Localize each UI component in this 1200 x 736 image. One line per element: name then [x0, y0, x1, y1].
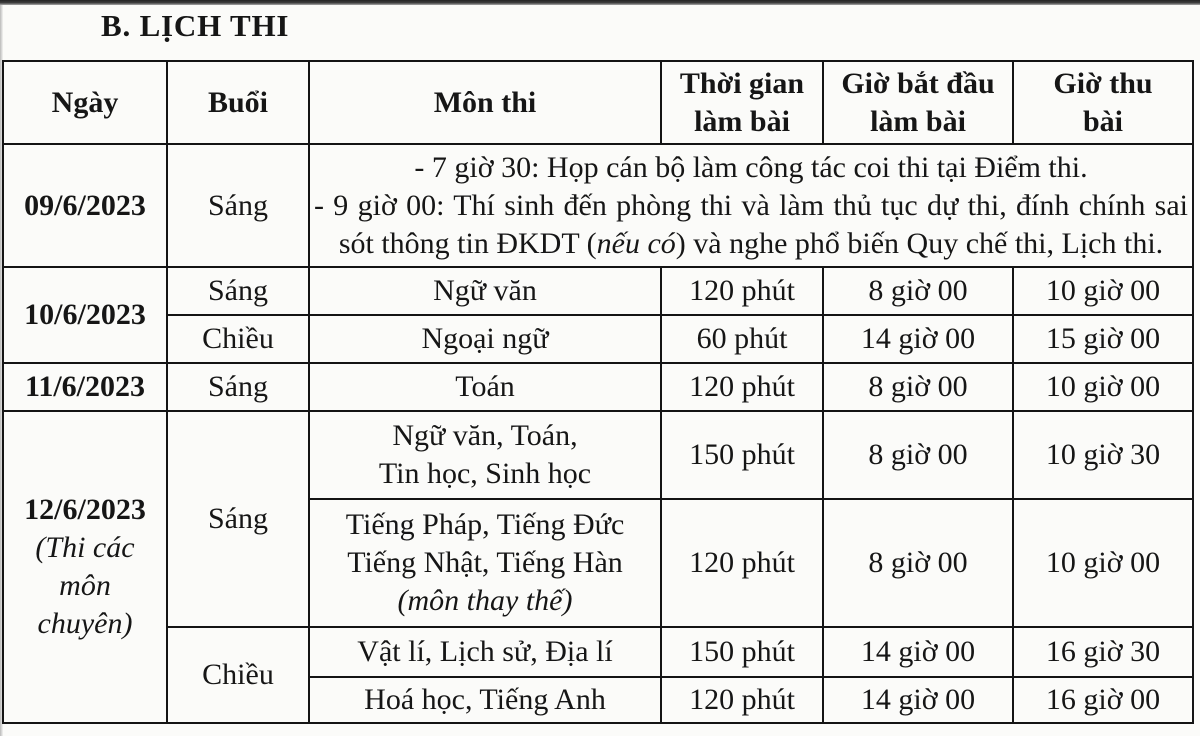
- subject-cell: Ngữ văn: [309, 267, 661, 315]
- table-row: [3, 363, 1193, 411]
- date-note-line: môn: [59, 569, 111, 602]
- start-time-cell: 8 giờ 00: [823, 363, 1013, 411]
- date-cell: [3, 411, 167, 723]
- subject-cell: [309, 499, 661, 627]
- start-time-cell: 8 giờ 00: [823, 411, 1013, 499]
- header-start-time: [823, 61, 1013, 144]
- session-cell: Sáng: [167, 267, 309, 315]
- subject-cell: [309, 411, 661, 499]
- start-time-cell: 8 giờ 00: [823, 499, 1013, 627]
- table-row: [3, 627, 1193, 677]
- session-cell: Chiều: [167, 627, 309, 723]
- note-text: sót thông tin ĐKDT (: [338, 226, 597, 260]
- session-cell: Sáng: [167, 363, 309, 411]
- header-end-time-line: Giờ thu: [1053, 66, 1153, 100]
- exam-schedule-table: [2, 60, 1194, 724]
- header-duration-line: Thời gian: [679, 66, 805, 100]
- start-time-cell: 14 giờ 00: [823, 627, 1013, 677]
- duration-cell: 120 phút: [661, 267, 823, 315]
- header-date: Ngày: [3, 61, 167, 144]
- date-note-line: chuyên): [37, 607, 133, 640]
- preparation-notes: [309, 144, 1193, 267]
- duration-cell: 120 phút: [661, 677, 823, 723]
- end-time-cell: 10 giờ 00: [1013, 267, 1193, 315]
- header-subject: Môn thi: [309, 61, 661, 144]
- date-cell: 11/6/2023: [3, 363, 167, 411]
- subject-note: (môn thay thế): [397, 584, 573, 617]
- header-start-time-line: Giờ bắt đầu: [841, 66, 995, 100]
- header-start-time-line: làm bài: [870, 104, 966, 138]
- subject-cell: Vật lí, Lịch sử, Địa lí: [309, 627, 661, 677]
- start-time-cell: 8 giờ 00: [823, 267, 1013, 315]
- note-italic-text: nếu có: [596, 226, 676, 260]
- header-duration-line: làm bài: [694, 104, 790, 138]
- date-note-line: (Thi các: [35, 531, 135, 564]
- duration-cell: 150 phút: [661, 627, 823, 677]
- subject-line: Tiếng Pháp, Tiếng Đức: [345, 508, 625, 541]
- table-row: [3, 315, 1193, 363]
- duration-cell: 150 phút: [661, 411, 823, 499]
- session-cell: Sáng: [167, 411, 309, 627]
- header-duration: [661, 61, 823, 144]
- session-cell: Chiều: [167, 315, 309, 363]
- end-time-cell: 10 giờ 30: [1013, 411, 1193, 499]
- section-title: B. LỊCH THI: [101, 8, 290, 43]
- table-row: [3, 144, 1193, 267]
- subject-line: Tin học, Sinh học: [378, 457, 592, 490]
- date-cell: 09/6/2023: [3, 144, 167, 267]
- subject-cell: Toán: [309, 363, 661, 411]
- note-item: - 7 giờ 30: Họp cán bộ làm công tác coi thi tại Điểm thi.: [414, 150, 1088, 184]
- header-row: [3, 61, 1193, 144]
- table-row: [3, 411, 1193, 499]
- duration-cell: 120 phút: [661, 363, 823, 411]
- subject-line: Tiếng Nhật, Tiếng Hàn: [347, 546, 623, 579]
- subject-cell: Hoá học, Tiếng Anh: [309, 677, 661, 723]
- end-time-cell: 10 giờ 00: [1013, 363, 1193, 411]
- duration-cell: 120 phút: [661, 499, 823, 627]
- end-time-cell: 16 giờ 30: [1013, 627, 1193, 677]
- header-end-time: [1013, 61, 1193, 144]
- scan-top-edge: [0, 0, 1200, 5]
- session-cell: Sáng: [167, 144, 309, 267]
- date-cell: 10/6/2023: [3, 267, 167, 363]
- end-time-cell: 15 giờ 00: [1013, 315, 1193, 363]
- start-time-cell: 14 giờ 00: [823, 677, 1013, 723]
- end-time-cell: 10 giờ 00: [1013, 499, 1193, 627]
- note-item-line: - 9 giờ 00: Thí sinh đến phòng thi và làm thủ tục dự thi, đính chính sai: [314, 188, 1188, 222]
- date-text: 12/6/2023: [24, 493, 146, 526]
- table-row: [3, 267, 1193, 315]
- subject-cell: Ngoại ngữ: [309, 315, 661, 363]
- subject-line: Ngữ văn, Toán,: [392, 419, 578, 452]
- header-end-time-line: bài: [1082, 104, 1124, 138]
- note-item-line: [314, 225, 1188, 263]
- start-time-cell: 14 giờ 00: [823, 315, 1013, 363]
- duration-cell: 60 phút: [661, 315, 823, 363]
- note-text: ) và nghe phổ biến Quy chế thi, Lịch thi.: [675, 226, 1164, 260]
- header-session: Buổi: [167, 61, 309, 144]
- end-time-cell: 16 giờ 00: [1013, 677, 1193, 723]
